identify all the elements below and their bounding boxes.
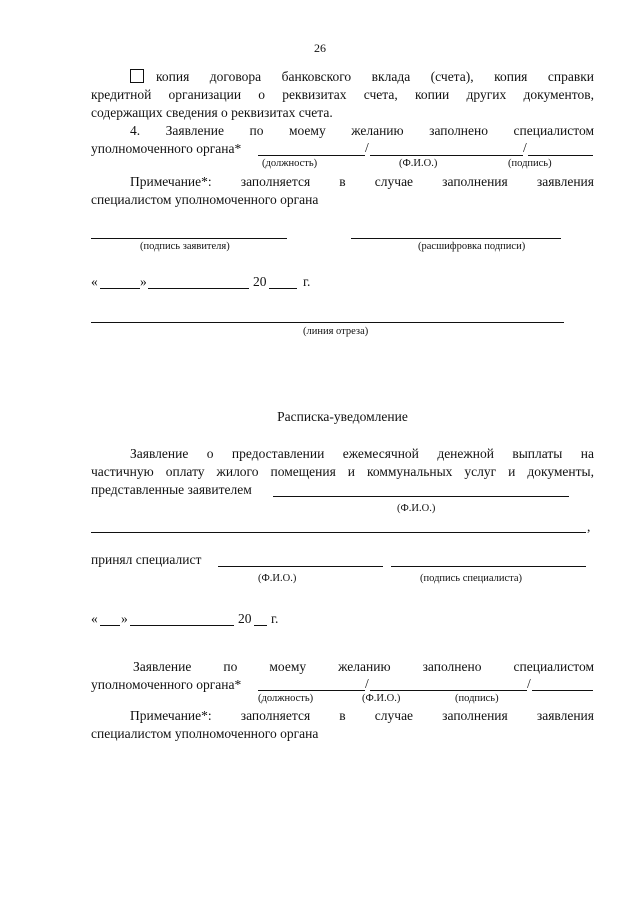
date-close-quote: » (140, 274, 147, 289)
item4-line1: 4. Заявление по моему желанию заполнено специалистом (130, 123, 594, 138)
date-year-prefix: 20 (253, 274, 267, 289)
position-line[interactable] (258, 155, 365, 156)
caption-position: (должность) (262, 158, 318, 169)
receipt-note-line1: Примечание*: заполняется в случае заполнения заявления (130, 708, 594, 723)
specialist-sign-line[interactable] (391, 566, 586, 567)
note-line1: Примечание*: заполняется в случае заполнения заявления (130, 174, 594, 189)
date2-g: г. (271, 611, 279, 626)
receipt-title: Расписка-уведомление (277, 409, 408, 424)
receipt-p1-line1: Заявление о предоставлении ежемесячной денежной выплаты на (130, 446, 594, 461)
checkbox[interactable] (130, 69, 144, 83)
receipt-sign-line[interactable] (532, 690, 593, 691)
date-day-line[interactable] (100, 288, 140, 289)
applicant-fio-line[interactable] (273, 496, 569, 497)
caption-fio: (Ф.И.О.) (399, 158, 438, 169)
receipt-position-line[interactable] (258, 690, 365, 691)
receipt-caption-fio3: (Ф.И.О.) (362, 693, 401, 704)
sign-decode-line[interactable] (351, 238, 561, 239)
date2-open-quote: « (91, 611, 98, 626)
caption-fio2: (Ф.И.О.) (258, 573, 297, 584)
receipt-item-line1: Заявление по моему желанию заполнено специалистом (133, 659, 594, 674)
receipt-note-line2: специалистом уполномоченного органа (91, 726, 319, 741)
receipt-caption-fio: (Ф.И.О.) (397, 503, 436, 514)
comma: , (587, 519, 591, 534)
sign-line[interactable] (528, 155, 593, 156)
slash: / (523, 140, 527, 155)
date-month-line[interactable] (148, 288, 249, 289)
date2-year-prefix: 20 (238, 611, 252, 626)
receipt-caption-sign: (подпись) (455, 693, 499, 704)
item4-line2-text: уполномоченного органа* (91, 141, 242, 156)
date2-close-quote: » (121, 611, 128, 626)
note-line2: специалистом уполномоченного органа (91, 192, 319, 207)
receipt-fio-line[interactable] (370, 690, 527, 691)
date-year-line[interactable] (269, 288, 297, 289)
date-g: г. (303, 274, 311, 289)
bank-copy-line1: копия договора банковского вклада (счета), копия справки (156, 69, 594, 84)
slash: / (527, 676, 531, 691)
date2-year-line[interactable] (254, 625, 267, 626)
caption-sign: (подпись) (508, 158, 552, 169)
page-number: 26 (314, 41, 326, 55)
slash: / (365, 140, 369, 155)
slash: / (365, 676, 369, 691)
receipt-p1-line2: частичную оплату жилого помещения и коммунальных услуг и документы, (91, 464, 594, 479)
fio-line[interactable] (370, 155, 523, 156)
specialist-fio-line[interactable] (218, 566, 383, 567)
date-open-quote: « (91, 274, 98, 289)
date2-day-line[interactable] (100, 625, 120, 626)
bank-copy-line3: содержащих сведения о реквизитах счета. (91, 105, 333, 120)
cut-caption: (линия отреза) (303, 326, 369, 337)
caption-applicant-sign: (подпись заявителя) (140, 241, 230, 252)
receipt-p1-line3: представленные заявителем (91, 482, 252, 497)
receipt-caption-position: (должность) (258, 693, 314, 704)
accepted-by-specialist: принял специалист (91, 552, 202, 567)
caption-specialist-sign: (подпись специалиста) (420, 573, 523, 584)
receipt-item-line2-text: уполномоченного органа* (91, 677, 242, 692)
cut-line (91, 322, 564, 323)
date2-month-line[interactable] (130, 625, 234, 626)
applicant-fio-line-2[interactable] (91, 532, 586, 533)
caption-sign-decode: (расшифровка подписи) (418, 241, 526, 252)
bank-copy-line2: кредитной организации о реквизитах счета, копии других документов, (91, 87, 594, 102)
applicant-sign-line[interactable] (91, 238, 287, 239)
